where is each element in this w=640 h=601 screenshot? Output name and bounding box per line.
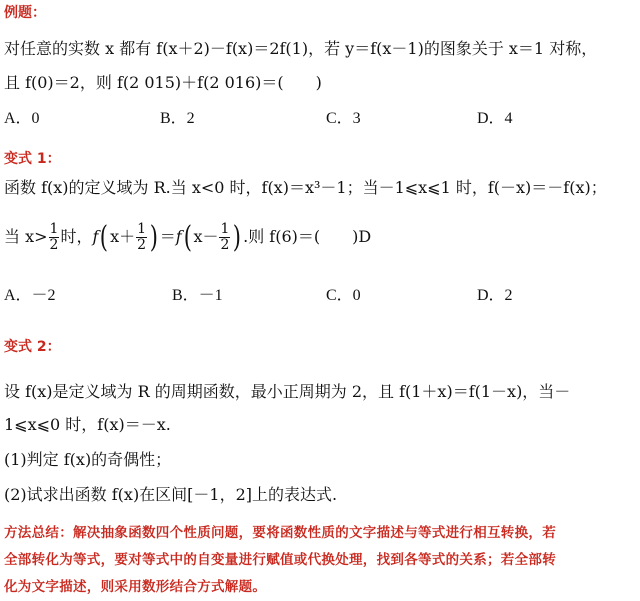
variant2-question-1: (1)判定 f(x)的奇偶性；: [4, 450, 172, 469]
example-line-1: 对任意的实数 x 都有 f(x＋2)－f(x)＝2f(1)，若 y＝f(x－1)的图象关于 x＝1 对称，: [4, 39, 598, 58]
fraction-numerator-3: 1: [220, 221, 230, 237]
fraction-half: [49, 222, 60, 253]
fraction-half-3: [219, 222, 230, 253]
variant2-header: 变式 2：: [4, 339, 61, 355]
variant1-options: [4, 285, 634, 307]
expr-plus: x＋: [110, 227, 136, 246]
variant2-line-2: 1⩽x⩽0 时，f(x)＝－x.: [4, 415, 171, 434]
fraction-numerator: 1: [49, 221, 59, 237]
example-options: [4, 108, 634, 130]
variant1-option-b: B．－1: [172, 287, 223, 304]
variant1-line2-prefix: 当 x>: [4, 227, 48, 246]
equals-sign: ＝: [159, 227, 176, 246]
fraction-numerator-2: 1: [137, 221, 147, 237]
variant2-line-1: 设 f(x)是定义域为 R 的周期函数，最小正周期为 2，且 f(1＋x)＝f(1－x)，当－: [4, 382, 571, 401]
f-letter-2: f: [175, 227, 182, 246]
variant1-line2-when: 时，: [60, 227, 93, 246]
example-option-b: B．2: [160, 110, 195, 127]
variant1-option-a: A．－2: [4, 287, 56, 304]
fraction-half-2: [136, 222, 147, 253]
fraction-denominator: 2: [49, 237, 59, 253]
example-line-2: 且 f(0)＝2，则 f(2 015)＋f(2 016)＝( ): [4, 73, 322, 92]
variant1-header: 变式 1：: [4, 151, 61, 167]
example-option-c: C．3: [326, 110, 361, 127]
fraction-denominator-2: 2: [137, 237, 147, 253]
f-letter-1: f: [92, 227, 99, 246]
example-option-d: D．4: [477, 110, 513, 127]
expr-minus: x－: [193, 227, 219, 246]
variant1-option-d: D．2: [477, 287, 513, 304]
left-paren-1: (: [100, 219, 109, 255]
variant1-line2-tail: .则 f(6)＝( )D: [243, 227, 372, 246]
summary-line-3: 化为文字描述，则采用数形结合方式解题。: [4, 579, 267, 595]
summary-line-1: 方法总结：解决抽象函数四个性质问题，要将函数性质的文字描述与等式进行相互转换，若: [4, 525, 556, 541]
example-option-a: A．0: [4, 110, 40, 127]
example-header: 例题：: [4, 5, 46, 21]
summary-line-2: 全部转化为等式，要对等式中的自变量进行赋值或代换处理，找到各等式的关系；若全部转: [4, 552, 556, 568]
variant1-option-c: C．0: [326, 287, 361, 304]
variant1-line-2: [4, 220, 371, 254]
right-paren-1: ): [149, 219, 159, 255]
left-paren-2: (: [183, 219, 192, 255]
fraction-denominator-3: 2: [220, 237, 230, 253]
variant1-line-1: 函数 f(x)的定义域为 R.当 x<0 时，f(x)＝x³－1；当－1⩽x⩽1 时，f(－x)＝－f(x)；: [4, 178, 607, 197]
right-paren-2: ): [233, 219, 242, 255]
variant2-question-2: (2)试求出函数 f(x)在区间[－1，2]上的表达式.: [4, 485, 338, 504]
